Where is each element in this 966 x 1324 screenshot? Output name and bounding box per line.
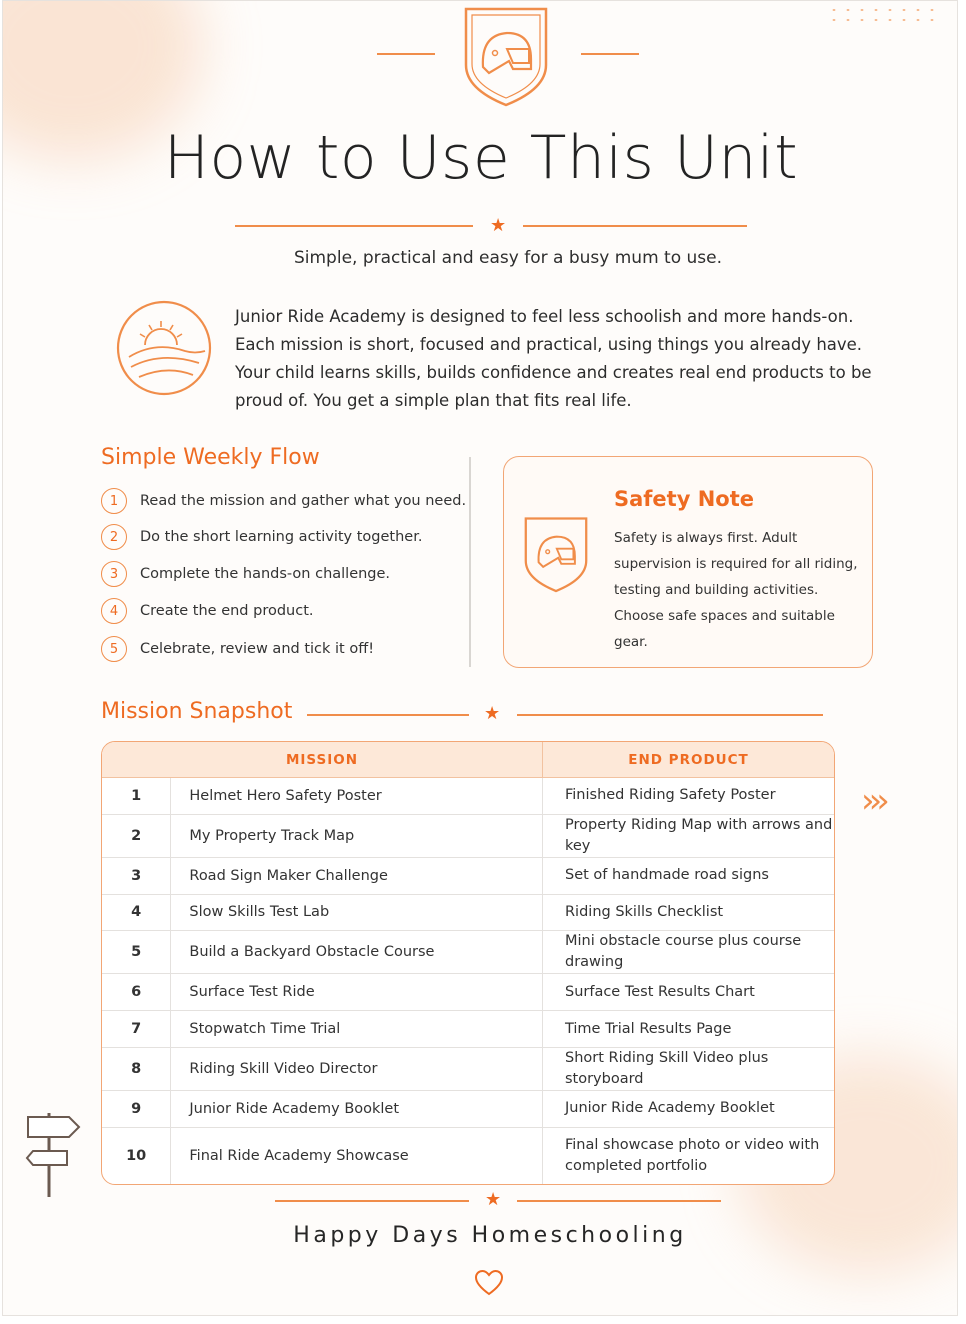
step-number: 3 bbox=[101, 561, 127, 587]
end-product: Property Riding Map with arrows and key bbox=[543, 815, 834, 858]
end-product: Junior Ride Academy Booklet bbox=[543, 1091, 834, 1128]
helmet-shield-icon bbox=[522, 513, 590, 595]
table-row bbox=[102, 1011, 834, 1048]
star-icon: ★ bbox=[490, 215, 507, 236]
mission-name: Surface Test Ride bbox=[171, 974, 543, 1011]
flow-step bbox=[101, 523, 422, 551]
mission-number: 10 bbox=[102, 1128, 171, 1184]
divider-line bbox=[377, 53, 435, 55]
page-title: How to Use This Unit bbox=[163, 123, 799, 193]
mission-name: Build a Backyard Obstacle Course bbox=[171, 931, 543, 974]
mission-name: My Property Track Map bbox=[171, 815, 543, 858]
mission-name: Riding Skill Video Director bbox=[171, 1048, 543, 1091]
step-text: Read the mission and gather what you need. bbox=[140, 493, 467, 509]
column-header-end-product: END PRODUCT bbox=[543, 742, 834, 778]
divider-line bbox=[235, 225, 473, 227]
table-row bbox=[102, 1048, 834, 1091]
divider-line bbox=[307, 714, 469, 716]
sunrise-hills-icon bbox=[115, 299, 213, 397]
step-number: 1 bbox=[101, 488, 127, 514]
flow-step bbox=[101, 560, 390, 588]
step-number: 4 bbox=[101, 598, 127, 624]
divider-line bbox=[581, 53, 639, 55]
step-text: Create the end product. bbox=[140, 603, 314, 619]
end-product: Short Riding Skill Video plus storyboard bbox=[543, 1048, 834, 1091]
mission-name: Slow Skills Test Lab bbox=[171, 895, 543, 932]
mission-table bbox=[101, 741, 835, 1185]
safety-note-box bbox=[503, 456, 873, 668]
mission-number: 9 bbox=[102, 1091, 171, 1128]
mission-number: 4 bbox=[102, 895, 171, 932]
intro-paragraph: Junior Ride Academy is designed to feel less schoolish and more hands-on. Each mission is short, focused and practical, using things you already have. Your child learns skills, builds confidence and creates real end products to be proud of. You get a simple plan that fits real life. bbox=[235, 307, 872, 410]
chevrons-right-icon: ››› bbox=[861, 781, 884, 821]
divider-line bbox=[517, 1200, 721, 1202]
table-row bbox=[102, 895, 834, 932]
table-row bbox=[102, 1091, 834, 1128]
flow-step bbox=[101, 635, 374, 663]
mission-number: 2 bbox=[102, 815, 171, 858]
step-text: Do the short learning activity together. bbox=[140, 529, 423, 545]
step-number: 5 bbox=[101, 636, 127, 662]
mission-name: Final Ride Academy Showcase bbox=[171, 1128, 543, 1184]
end-product: Finished Riding Safety Poster bbox=[543, 778, 834, 815]
footer-brand: Happy Days Homeschooling bbox=[293, 1223, 687, 1248]
mission-number: 5 bbox=[102, 931, 171, 974]
step-text: Celebrate, review and tick it off! bbox=[140, 641, 375, 657]
end-product: Mini obstacle course plus course drawing bbox=[543, 931, 834, 974]
end-product: Time Trial Results Page bbox=[543, 1011, 834, 1048]
star-icon: ★ bbox=[485, 1189, 502, 1210]
flow-step bbox=[101, 487, 466, 515]
heart-icon bbox=[474, 1269, 504, 1297]
mission-number: 8 bbox=[102, 1048, 171, 1091]
flow-step bbox=[101, 597, 314, 625]
star-icon: ★ bbox=[484, 703, 501, 724]
helmet-shield-icon bbox=[461, 3, 551, 109]
step-text: Complete the hands-on challenge. bbox=[140, 566, 391, 582]
signpost-icon bbox=[25, 1107, 83, 1199]
table-row bbox=[102, 1128, 834, 1184]
end-product: Riding Skills Checklist bbox=[543, 895, 834, 932]
table-row bbox=[102, 815, 834, 858]
divider-line bbox=[275, 1200, 469, 1202]
mission-name: Road Sign Maker Challenge bbox=[171, 858, 543, 895]
table-header-row bbox=[102, 742, 834, 778]
page bbox=[2, 0, 958, 1316]
column-header-mission: MISSION bbox=[102, 742, 543, 778]
table-row bbox=[102, 858, 834, 895]
end-product: Final showcase photo or video with completed portfolio bbox=[564, 1136, 820, 1174]
mission-name: Helmet Hero Safety Poster bbox=[171, 778, 543, 815]
column-divider bbox=[469, 457, 471, 667]
mission-number: 6 bbox=[102, 974, 171, 1011]
dot-pattern bbox=[827, 5, 937, 29]
mission-number: 3 bbox=[102, 858, 171, 895]
divider-line bbox=[523, 225, 747, 227]
end-product: Set of handmade road signs bbox=[543, 858, 834, 895]
safety-note-title: Safety Note bbox=[614, 487, 754, 511]
table-row bbox=[102, 931, 834, 974]
table-row bbox=[102, 974, 834, 1011]
weekly-flow-title: Simple Weekly Flow bbox=[101, 445, 320, 470]
mission-snapshot-title: Mission Snapshot bbox=[101, 699, 293, 724]
page-subtitle: Simple, practical and easy for a busy mum to use. bbox=[293, 248, 722, 268]
mission-name: Stopwatch Time Trial bbox=[171, 1011, 543, 1048]
table-row bbox=[102, 778, 834, 815]
mission-number: 7 bbox=[102, 1011, 171, 1048]
end-product: Surface Test Results Chart bbox=[543, 974, 834, 1011]
step-number: 2 bbox=[101, 524, 127, 550]
divider-line bbox=[517, 714, 823, 716]
safety-note-text: Safety is always first. Adult supervision is required for all riding, testing and building activities. Choose safe spaces and suitable gear. bbox=[614, 530, 858, 650]
mission-number: 1 bbox=[102, 778, 171, 815]
mission-name: Junior Ride Academy Booklet bbox=[171, 1091, 543, 1128]
